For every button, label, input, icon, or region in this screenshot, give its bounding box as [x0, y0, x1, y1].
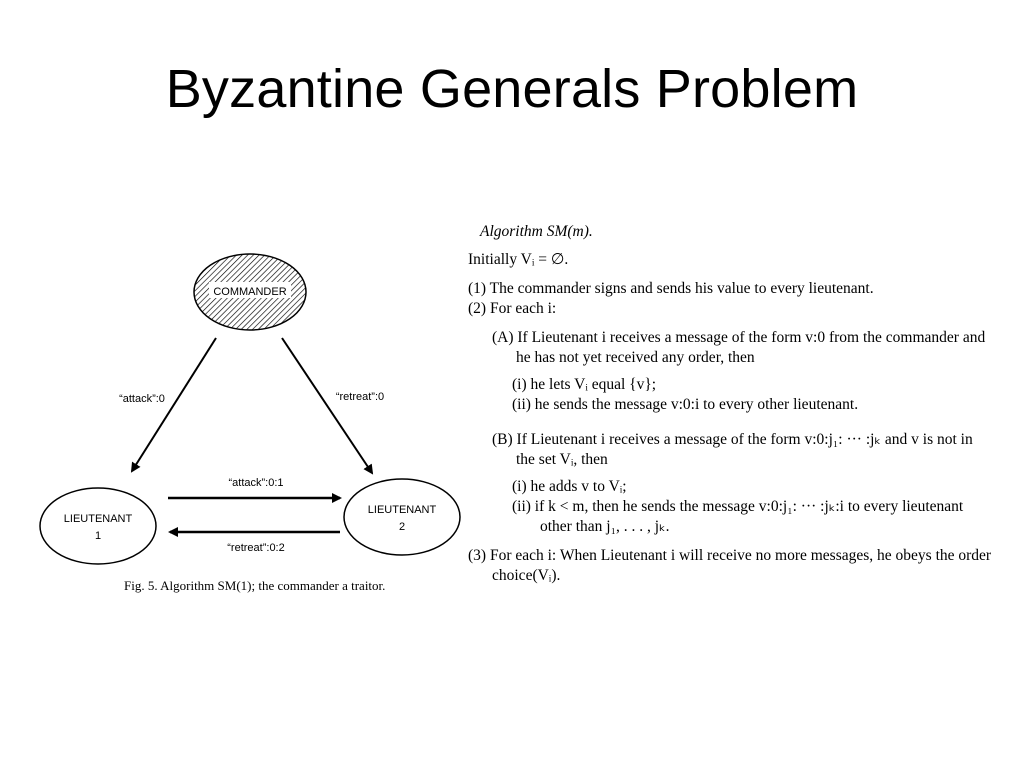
figure-caption: Fig. 5. Algorithm SM(1); the commander a traitor.: [124, 578, 386, 593]
edge-label-attack-0-1: “attack”:0:1: [228, 477, 284, 489]
slide-title: Byzantine Generals Problem: [165, 59, 859, 119]
commander-label: COMMANDER: [213, 286, 287, 298]
byzantine-figure: [36, 240, 466, 610]
algorithm-step-b-i: (i) he adds v to Vᵢ;: [512, 477, 627, 495]
algorithm-step-2: (2) For each i:: [468, 300, 557, 318]
edge-label-retreat-0-2: “retreat”:0:2: [227, 542, 285, 554]
algorithm-step-b-ii: (ii) if k < m, then he sends the message v:0:j₁: ··· :jₖ:i to every lieutenant other than j₁, . . . , jₖ.: [512, 497, 964, 536]
edge-label-retreat-0: “retreat”:0: [335, 391, 385, 403]
algorithm-step-3: (3) For each i: When Lieutenant i will receive no more messages, he obeys the order choice(Vᵢ).: [468, 546, 992, 585]
algorithm-heading-text: Algorithm SM(m).: [480, 223, 593, 240]
lieutenant-2-number: 2: [398, 521, 406, 533]
commander-node: [194, 254, 306, 330]
algorithm-text: [466, 222, 994, 587]
algorithm-step-a-i: (i) he lets Vᵢ equal {v};: [512, 375, 657, 393]
algorithm-heading: [466, 222, 994, 242]
edge-label-attack-0: “attack”:0: [119, 393, 165, 405]
lieutenant-1-number: 1: [94, 530, 102, 542]
algorithm-step-b: (B) If Lieutenant i receives a message of the form v:0:j₁: ··· :jₖ and v is not in the set Vᵢ, then: [492, 430, 973, 469]
algorithm-init: Initially Vᵢ = ∅.: [468, 251, 569, 269]
lieutenant-1-node: [40, 488, 156, 564]
algorithm-step-a: (A) If Lieutenant i receives a message of the form v:0 from the commander and he has not yet received any order, then: [492, 328, 986, 367]
lieutenant-2-label: LIEUTENANT: [367, 504, 437, 516]
lieutenant-1-label: LIEUTENANT: [63, 513, 133, 525]
algorithm-step-a-ii: (ii) he sends the message v:0:i to every other lieutenant.: [512, 396, 859, 414]
edge-commander-to-lieutenant-2: [282, 338, 372, 473]
algorithm-step-1: (1) The commander signs and sends his value to every lieutenant.: [468, 279, 874, 297]
lieutenant-2-node: [344, 479, 460, 555]
